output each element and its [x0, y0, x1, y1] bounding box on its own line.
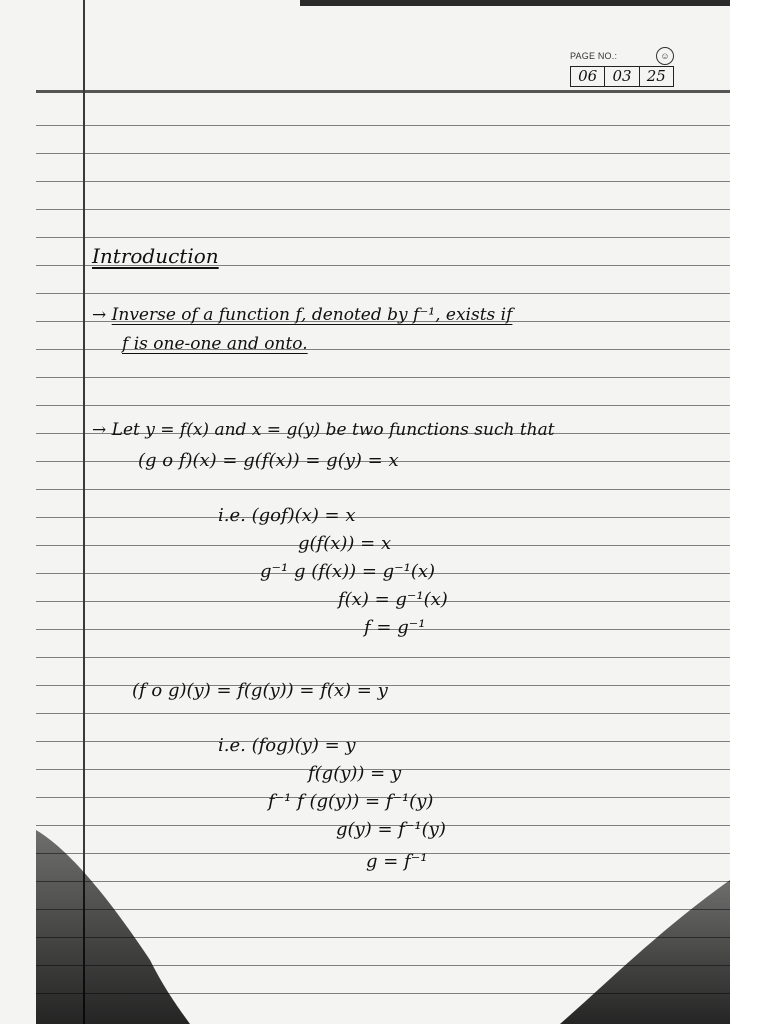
shadow-right — [560, 880, 730, 1024]
date-month: 03 — [605, 67, 639, 86]
fog-step-1: i.e. (fog)(y) = y — [218, 735, 356, 756]
fog-equation: (f o g)(y) = f(g(y)) = f(x) = y — [132, 680, 388, 701]
arrow-icon: → — [92, 305, 107, 325]
bullet-1-text: Inverse of a function f, denoted by f⁻¹, exists if — [111, 305, 513, 325]
gof-equation: (g o f)(x) = g(f(x)) = g(y) = x — [138, 450, 399, 471]
gof-step-4: f(x) = g⁻¹(x) — [338, 589, 448, 610]
date-year: 25 — [646, 67, 666, 85]
fog-step-5: g = f⁻¹ — [366, 851, 428, 872]
fog-step-4: g(y) = f⁻¹(y) — [336, 819, 446, 840]
arrow-icon: → — [92, 420, 107, 440]
page-number-label: PAGE NO.: — [570, 51, 618, 61]
fog-step-2: f(g(y)) = y — [308, 763, 402, 784]
bullet-1-line-2: f is one-one and onto. — [122, 334, 308, 354]
gof-step-1: i.e. (gof)(x) = x — [218, 505, 356, 526]
shadow-left — [36, 830, 190, 1024]
gof-step-2: g(f(x)) = x — [298, 533, 392, 554]
page-title: Introduction — [92, 244, 219, 268]
gof-step-5: f = g⁻¹ — [364, 617, 426, 638]
smiley-icon: ☺ — [656, 47, 674, 65]
gof-step-3: g⁻¹ g (f(x)) = g⁻¹(x) — [260, 561, 436, 582]
bullet-2-text: Let y = f(x) and x = g(y) be two functions such that — [111, 420, 555, 440]
fog-step-3: f⁻¹ f (g(y)) = f⁻¹(y) — [268, 791, 434, 812]
date-day: 06 — [571, 67, 605, 86]
